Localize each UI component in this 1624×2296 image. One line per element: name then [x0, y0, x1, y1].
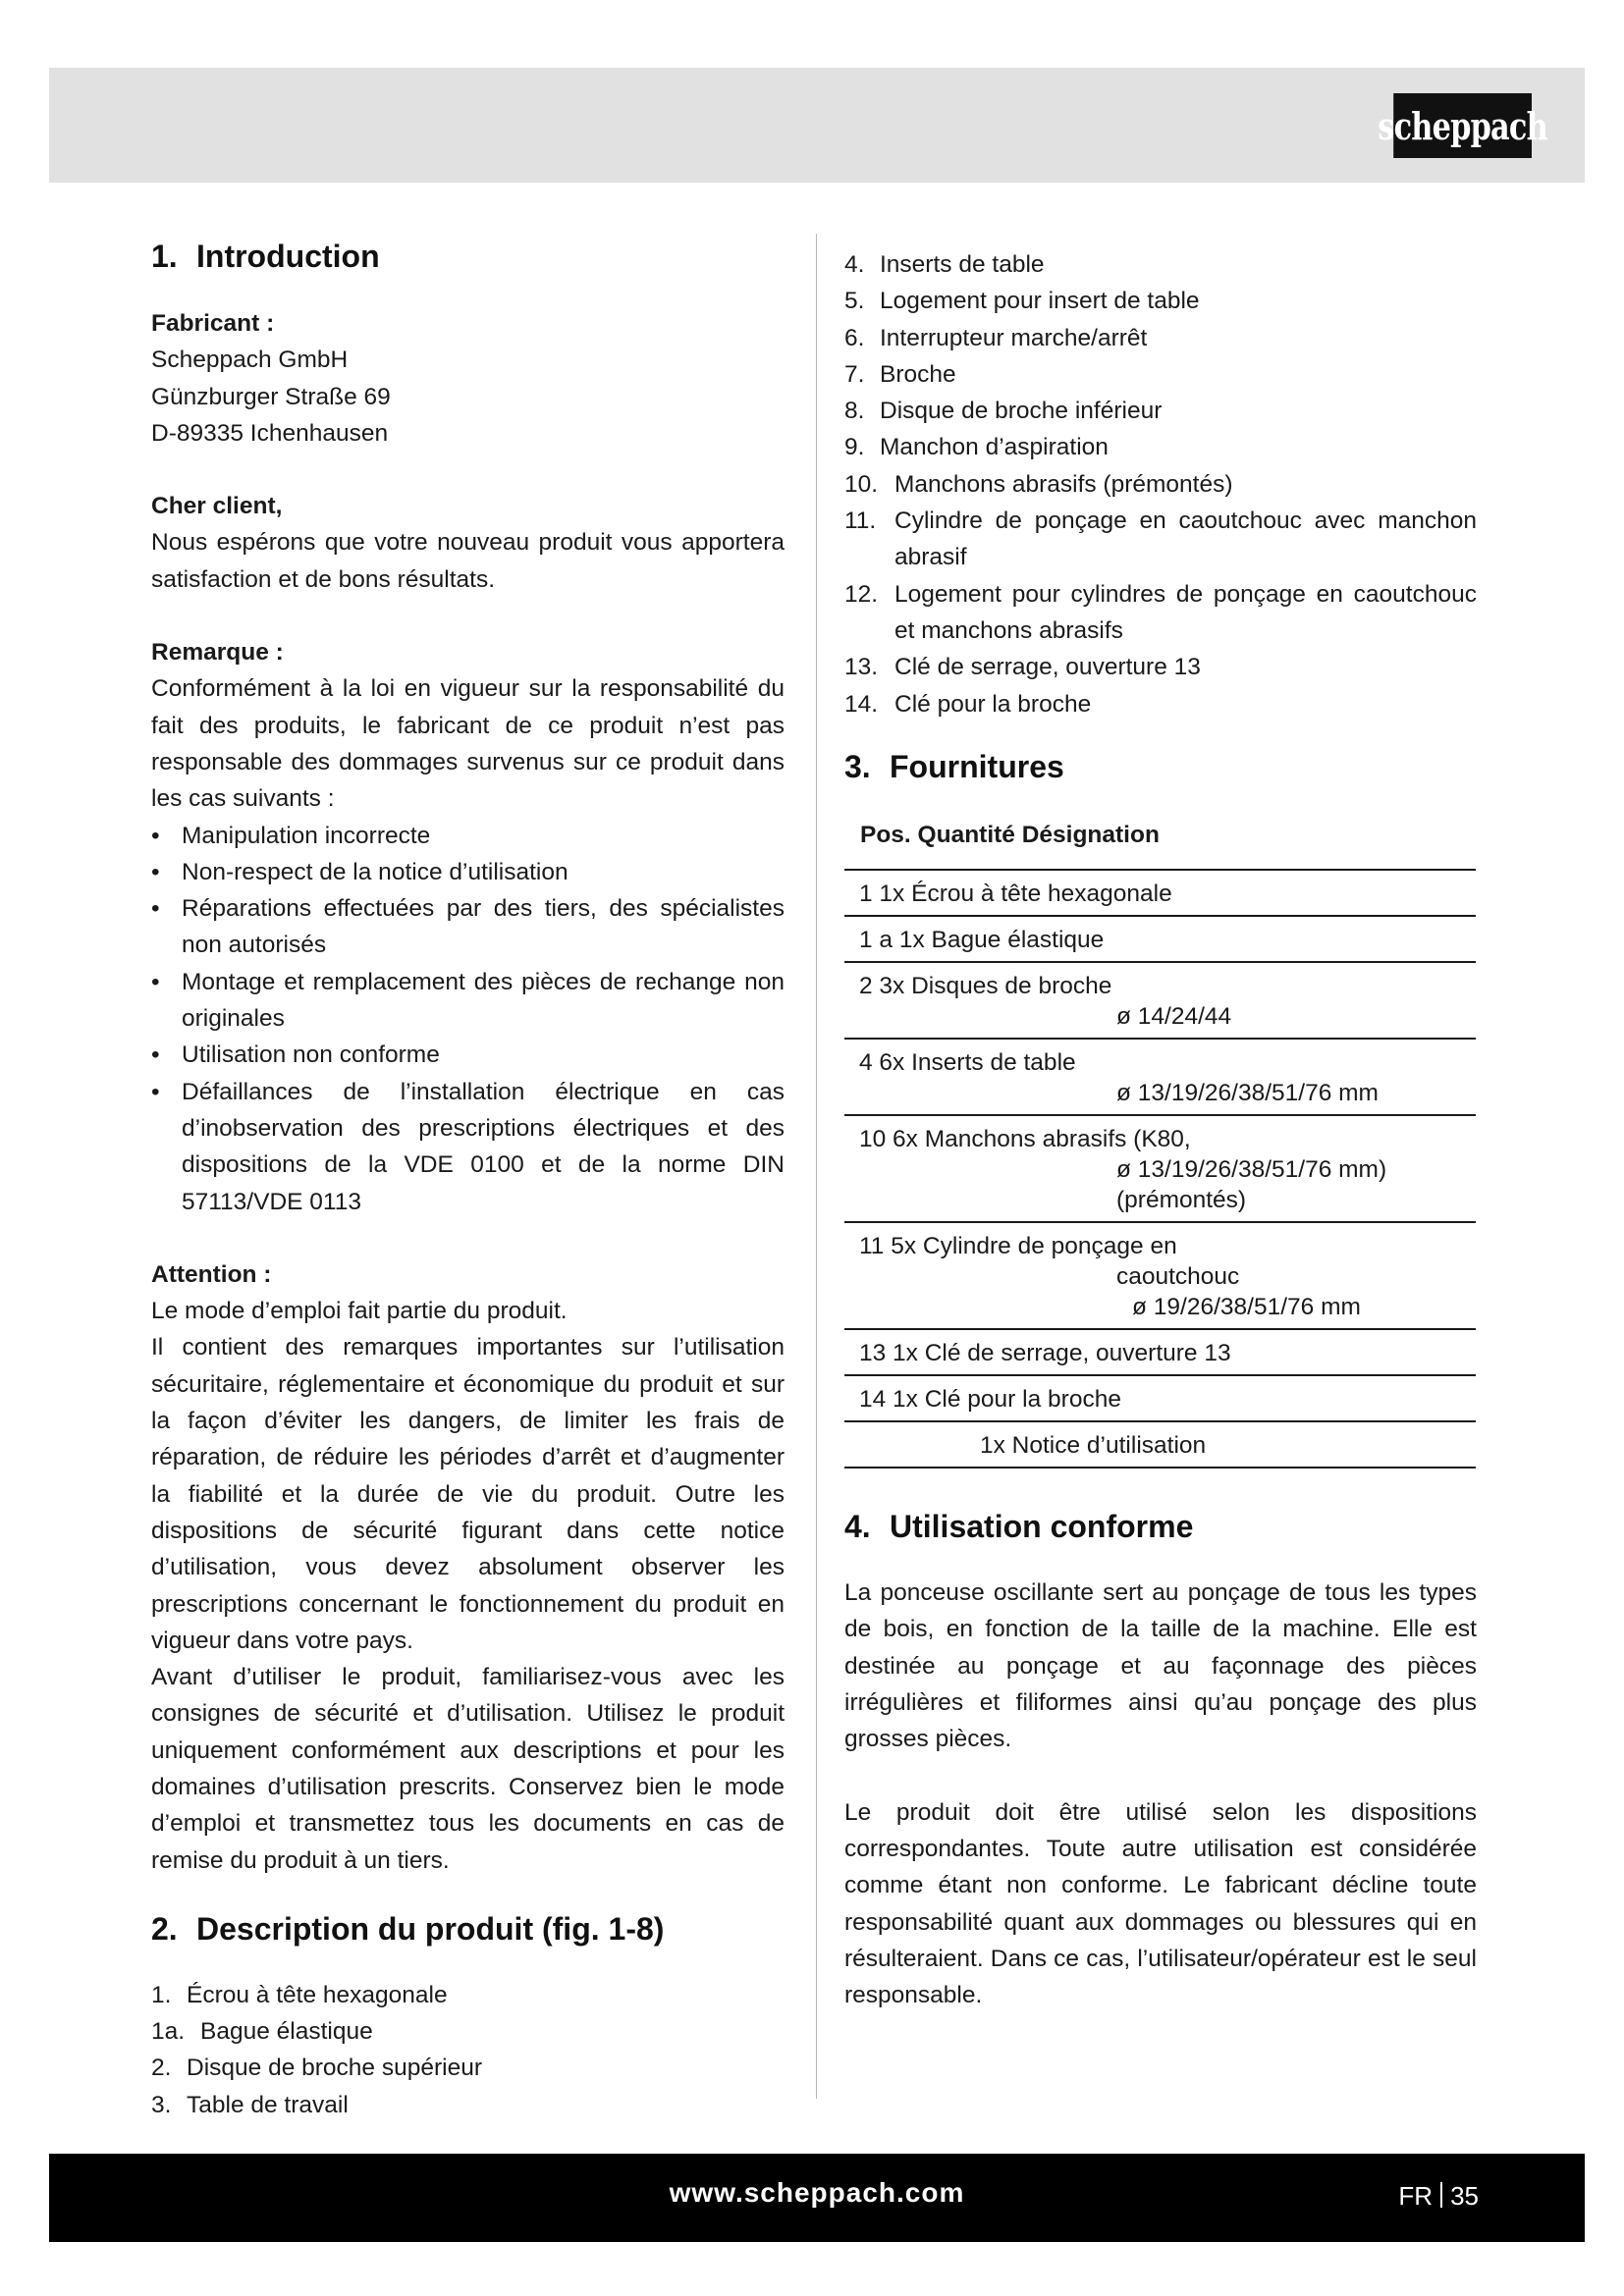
manufacturer-label: Fabricant : — [151, 310, 275, 337]
client-label: Cher client, — [151, 493, 283, 520]
list-item: • Utilisation non conforme — [151, 1037, 785, 1073]
section-1-heading: 1. Introduction — [151, 239, 380, 274]
section-4-heading: 4. Utilisation conforme — [844, 1509, 1194, 1545]
table-row: 1x Notice d’utilisation — [844, 1421, 1476, 1468]
table-row: 2 3x Disques de broche ø 14/24/44 — [844, 962, 1476, 1039]
remark-text: Conformément à la loi en vigueur sur la responsabilité du fait des produits, le fabricant de ce produit n’est pas responsable des dommages survenus sur ce produit dans les cas suivants : — [151, 675, 785, 813]
list-item: 10. Manchons abrasifs (prémontés) — [844, 470, 1233, 498]
list-item: 5. Logement pour insert de table — [844, 288, 1200, 315]
list-item: 12. Logement pour cylindres de ponçage en caoutchouc et manchons abrasifs — [844, 580, 1477, 644]
list-item: • Défaillances de l’installation électrique en cas d’inobservation des prescriptions électriques et des dispositions de la VDE 0100 et de la norme DIN 57113/VDE 0113 — [151, 1074, 785, 1220]
list-item: 13. Clé de serrage, ouverture 13 — [844, 654, 1201, 681]
list-item: 14. Clé pour la broche — [844, 690, 1092, 718]
remark-bullet-list — [151, 818, 785, 1220]
left-column — [151, 232, 785, 2123]
description-list-continued — [844, 246, 1477, 722]
table-row: 11 5x Cylindre de ponçage en caoutchouc ø 19/26/38/51/76 mm — [844, 1222, 1476, 1329]
attention-text: Il contient des remarques importantes sur l’utilisation sécuritaire, réglementaire et économique du produit et sur la façon d’éviter les dangers, de limiter les frais de réparation, de réduire les périodes d’arrêt et d’augmenter la fiabilité et la durée de vie du produit. Outre les dispositions de sécurité figurant dans cette notice d’utilisation, vous devez absolument observer les prescriptions concernant le fonctionnement du produit en vigueur dans votre pays. — [151, 1334, 785, 1654]
list-item: 7. Broche — [844, 360, 956, 388]
list-item: • Manipulation incorrecte — [151, 818, 785, 854]
table-row: 14 1x Clé pour la broche — [844, 1375, 1476, 1421]
supplies-table — [844, 869, 1476, 1468]
list-item: 6. Interrupteur marche/arrêt — [844, 324, 1148, 351]
description-list — [151, 1977, 785, 2123]
section-3-heading: 3. Fournitures — [844, 748, 1064, 784]
table-row: 1 1x Écrou à tête hexagonale — [844, 870, 1476, 916]
section-2-heading: 2. Description du produit (fig. 1-8) — [151, 1910, 665, 1947]
separator-bar — [1440, 2182, 1442, 2208]
attention-text: Avant d’utiliser le produit, familiarisez-vous avec les consignes de sécurité et d’utilisation. Utilisez le produit uniquement conformément aux descriptions et pour les domaines d’utilisation prescrits. Conservez bien le mode d’emploi et transmettez tous les documents en cas de remise du produit à un tiers. — [151, 1664, 785, 1874]
list-item: 4. Inserts de table — [844, 251, 1045, 278]
list-item: 1a. Bague élastique — [151, 2018, 373, 2046]
footer-band — [49, 2154, 1585, 2242]
usage-text: La ponceuse oscillante sert au ponçage de tous les types de bois, en fonction de la taille de la machine. Elle est destinée au ponçage et au façonnage des pièces irrégulières et filiformes ainsi qu’au ponçage des plus grosses pièces. — [844, 1579, 1477, 1753]
list-item: 1. Écrou à tête hexagonale — [151, 1981, 448, 2008]
usage-text: Le produit doit être utilisé selon les dispositions correspondantes. Toute autre utilisation est considérée comme étant non conforme. Le fabricant décline toute responsabilité quant aux dommages ou blessures qui en résulteraient. Dans ce cas, l’utilisateur/opérateur est le seul responsable. — [844, 1798, 1477, 2009]
client-text: Nous espérons que votre nouveau produit vous apportera satisfaction et de bons résultats. — [151, 529, 785, 593]
header-band — [49, 68, 1585, 183]
list-item: • Non-respect de la notice d’utilisation — [151, 854, 785, 890]
footer-website-link[interactable]: www.scheppach.com — [669, 2177, 965, 2208]
scheppach-logo: scheppach — [1393, 93, 1532, 158]
list-item: 8. Disque de broche inférieur — [844, 398, 1163, 425]
list-item: • Réparations effectuées par des tiers, des spécialistes non autorisés — [151, 890, 785, 964]
list-item: 3. Table de travail — [151, 2091, 349, 2118]
table-row: 13 1x Clé de serrage, ouverture 13 — [844, 1329, 1476, 1375]
column-divider — [816, 234, 817, 2099]
table-row: 10 6x Manchons abrasifs (K80, ø 13/19/26/38/51/76 mm) (prémontés) — [844, 1115, 1476, 1222]
right-column — [844, 246, 1477, 2013]
attention-line: Le mode d’emploi fait partie du produit. — [151, 1298, 568, 1325]
attention-label: Attention : — [151, 1260, 272, 1288]
list-item: 9. Manchon d’aspiration — [844, 434, 1109, 461]
list-item: 11. Cylindre de ponçage en caoutchouc avec manchon abrasif — [844, 507, 1477, 571]
manufacturer-line: Scheppach GmbH — [151, 347, 349, 374]
page-number: FR 35 — [1398, 2181, 1479, 2211]
remark-label: Remarque : — [151, 639, 284, 667]
supplies-table-header: Pos. Quantité Désignation — [860, 821, 1160, 848]
list-item: • Montage et remplacement des pièces de rechange non originales — [151, 964, 785, 1038]
manufacturer-line: D-89335 Ichenhausen — [151, 419, 389, 447]
manufacturer-line: Günzburger Straße 69 — [151, 383, 391, 410]
list-item: 2. Disque de broche supérieur — [151, 2055, 482, 2082]
table-row: 4 6x Inserts de table ø 13/19/26/38/51/76 mm — [844, 1039, 1476, 1115]
table-row: 1 a 1x Bague élastique — [844, 916, 1476, 962]
